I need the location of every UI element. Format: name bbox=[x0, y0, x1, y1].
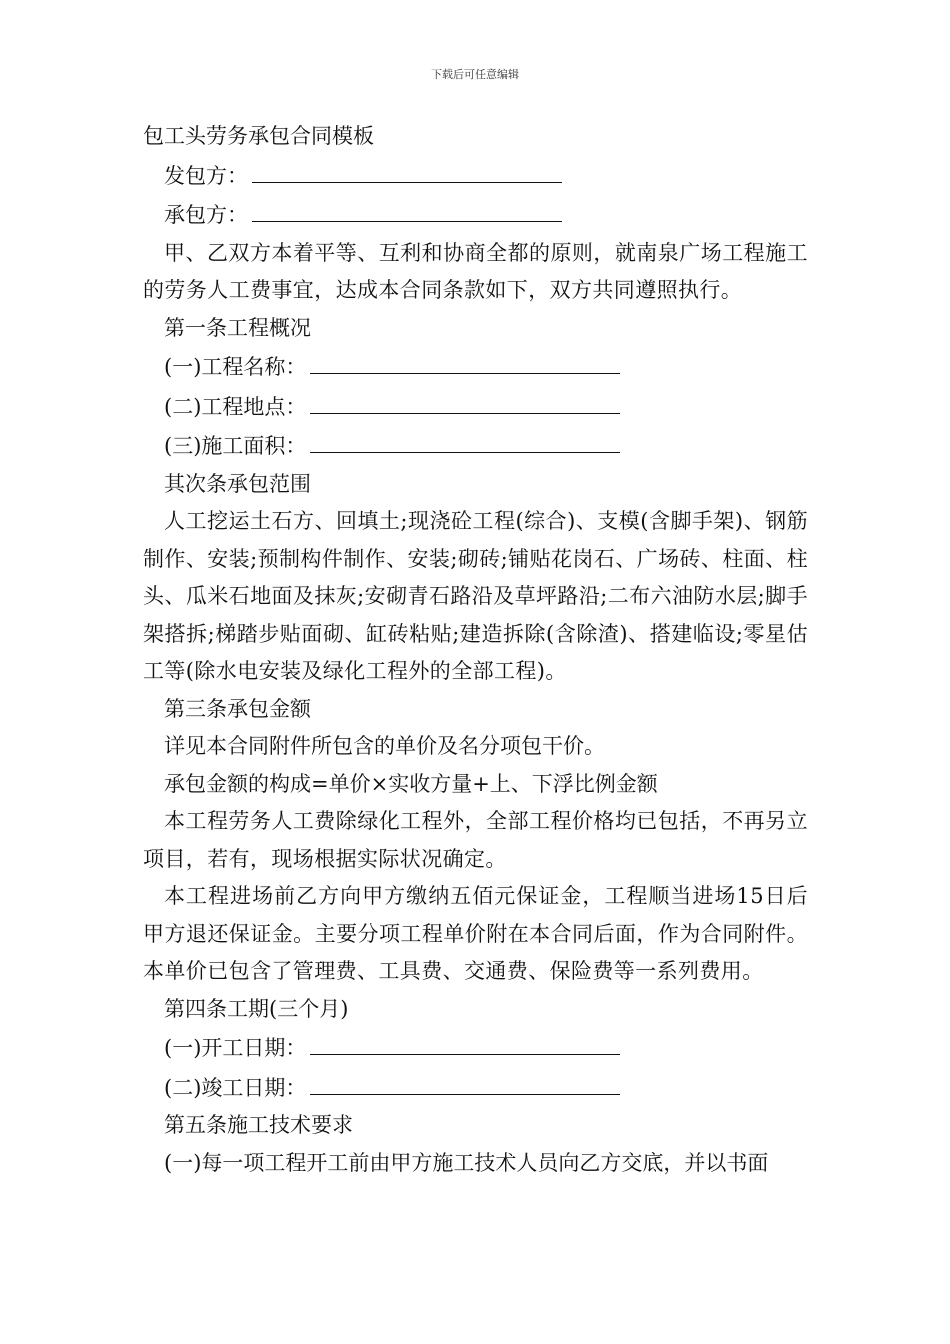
construction-area-row bbox=[143, 426, 808, 466]
article3-line2: 承包金额的构成=单价×实收方量+上、下浮比例金额 bbox=[164, 771, 658, 796]
article1-heading: 第一条工程概况 bbox=[164, 315, 311, 340]
project-name-blank[interactable] bbox=[310, 347, 620, 374]
start-date-blank[interactable] bbox=[310, 1028, 620, 1055]
project-name-label: (一)工程名称： bbox=[164, 355, 307, 379]
construction-area-blank[interactable] bbox=[310, 426, 620, 453]
intro-paragraph: 甲、乙双方本着平等、互利和协商全都的原则，就南泉广场工程施工的劳务人工费事宜，达成本合同条款如下，双方共同遵照执行。 bbox=[143, 240, 808, 302]
party-a-label: 发包方： bbox=[164, 163, 248, 188]
party-b-label: 承包方： bbox=[164, 203, 248, 227]
project-location-label: (二)工程地点： bbox=[164, 394, 307, 419]
completion-date-blank[interactable] bbox=[310, 1068, 620, 1095]
start-date-label: (一)开工日期： bbox=[164, 1036, 307, 1060]
article5-heading: 第五条施工技术要求 bbox=[164, 1113, 353, 1137]
article5-item1: (一)每一项工程开工前由甲方施工技术人员向乙方交底，并以书面 bbox=[164, 1150, 769, 1175]
start-date-row bbox=[143, 1028, 808, 1068]
article3-heading: 第三条承包金额 bbox=[164, 696, 311, 721]
party-a-row bbox=[143, 156, 808, 196]
party-b-row bbox=[143, 195, 808, 235]
completion-date-row bbox=[143, 1068, 808, 1108]
header-note: 下载后可任意编辑 bbox=[431, 68, 519, 81]
article3-paragraph2: 本工程进场前乙方向甲方缴纳五佰元保证金，工程顺当进场15日后甲方退还保证金。主要分项工程单价附在本合同后面，作为合同附件。本单价已包含了管理费、工具费、交通费、保险费等一系列费用。 bbox=[143, 884, 808, 983]
article3-line1: 详见本合同附件所包含的单价及名分项包干价。 bbox=[164, 734, 605, 758]
project-name-row bbox=[143, 347, 808, 387]
party-a-blank[interactable] bbox=[252, 156, 562, 183]
project-location-row bbox=[143, 387, 808, 427]
document-title: 包工头劳务承包合同模板 bbox=[143, 124, 374, 148]
article2-paragraph: 人工挖运土石方、回填土;现浇砼工程(综合)、支模(含脚手架)、钢筋制作、安装;预制构件制作、安装;砌砖;铺贴花岗石、广场砖、柱面、柱头、瓜米石地面及抹灰;安砌青石路沿及草坪路沿;二布六油防水层;脚手架搭拆;梯踏步贴面砌、缸砖粘贴;建造拆除(含除渣)、搭建临设;零星估工等(除水电安装及绿化工程外的全部工程)。 bbox=[143, 509, 808, 683]
project-location-blank[interactable] bbox=[310, 387, 620, 414]
article2-heading: 其次条承包范围 bbox=[164, 471, 311, 496]
party-b-blank[interactable] bbox=[252, 195, 562, 222]
construction-area-label: (三)施工面积： bbox=[164, 434, 307, 458]
completion-date-label: (二)竣工日期： bbox=[164, 1075, 307, 1100]
article4-heading: 第四条工期(三个月) bbox=[164, 996, 349, 1021]
contract-document bbox=[143, 118, 808, 1182]
article3-paragraph1: 本工程劳务人工费除绿化工程外，全部工程价格均已包括，不再另立项目，若有，现场根据实际状况确定。 bbox=[143, 809, 808, 871]
